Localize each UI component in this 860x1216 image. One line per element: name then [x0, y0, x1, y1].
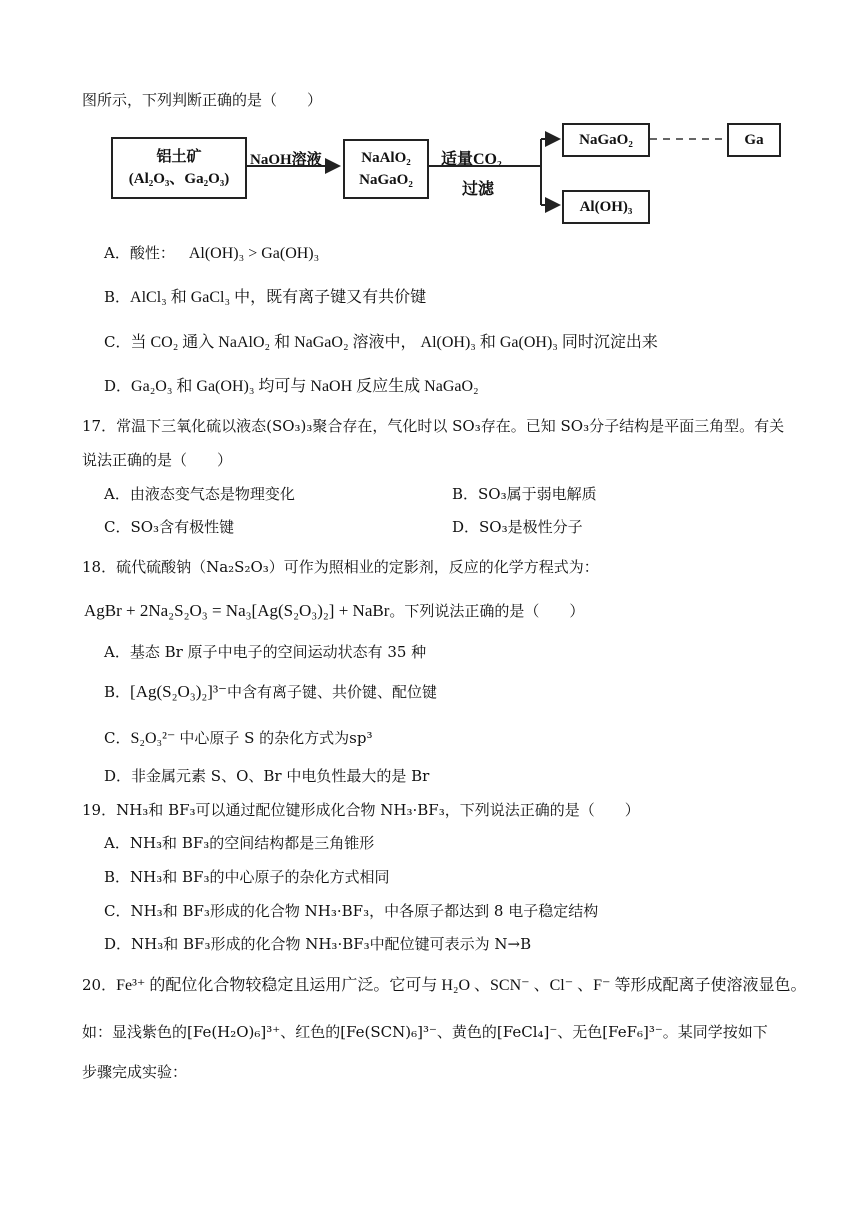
naoh-label: NaOH溶液 — [250, 152, 322, 168]
q19-option-d: D．NH₃和 BF₃形成的化合物 NH₃·BF₃中配位键可表示为 N→B — [104, 935, 532, 953]
nagao2-box: NaGaO₂ — [562, 123, 650, 157]
ga-box: Ga — [727, 123, 781, 157]
q17-option-b: B．SO₃属于弱电解质 — [452, 485, 597, 503]
q19-option-c: C．NH₃和 BF₃形成的化合物 NH₃·BF₃，中各原子都达到 8 电子稳定结构 — [104, 902, 599, 920]
q18-option-b: B．[Ag(S₂O₃)₂]³⁻中含有离子键、共价键、配位键 — [104, 682, 438, 701]
co2-label: 适量CO₂ — [441, 151, 502, 168]
ore-formula: (Al₂O₃、Ga₂O₃) — [128, 171, 230, 187]
q19-option-a: A．NH₃和 BF₃的空间结构都是三角锥形 — [104, 834, 375, 852]
q17-option-d: D．SO₃是极性分子 — [452, 518, 583, 536]
q20-line3: 步骤完成实验： — [82, 1063, 188, 1081]
filter-label: 过滤 — [462, 181, 495, 198]
q18-option-a: A．基态 Br 原子中电子的空间运动状态有 35 种 — [104, 643, 427, 661]
aluminate-line1: NaAlO₂ — [361, 150, 411, 166]
q20-line1: 20．Fe³⁺ 的配位化合物较稳定且运用广泛。它可与 H₂O 、SCN⁻ 、Cl⁻ 、F⁻ 等形成配离子使溶液显色。 — [82, 976, 807, 994]
aloh3-box: Al(OH)₃ — [562, 190, 650, 224]
ore-title: 铝土矿 — [156, 149, 202, 165]
q16-option-b: B．AlCl₃ 和 GaCl₃ 中，既有离子键又有共价键 — [104, 288, 427, 306]
q18-option-c: C．S₂O₃²⁻ 中心原子 S 的杂化方式为sp³ — [104, 729, 373, 747]
q16-option-d: D．Ga₂O₃ 和 Ga(OH)₃ 均可与 NaOH 反应生成 NaGaO₂ — [104, 377, 479, 395]
q18-option-d: D．非金属元素 S、O、Br 中电负性最大的是 Br — [104, 767, 430, 785]
q18-equation: AgBr + 2Na₂S₂O₃ = Na₃[Ag(S₂O₃)₂] + NaBr — [84, 601, 390, 620]
diagram-arrows — [0, 0, 860, 240]
q17-option-c: C．SO₃含有极性键 — [104, 518, 235, 536]
q17-option-a: A．由液态变气态是物理变化 — [104, 485, 295, 503]
q18-stem-tail: 。下列说法正确的是（ ） — [389, 602, 585, 620]
intro-line: 图所示，下列判断正确的是（ ） — [82, 91, 323, 109]
q20-line2: 如：显浅紫色的[Fe(H₂O)₆]³⁺、红色的[Fe(SCN)₆]³⁻、黄色的[FeCl₄]⁻、无色[FeF₆]³⁻。某同学按如下 — [82, 1023, 768, 1041]
q19-stem: 19．NH₃和 BF₃可以通过配位键形成化合物 NH₃·BF₃，下列说法正确的是（ ） — [82, 801, 640, 819]
q17-stem-line2: 说法正确的是（ ） — [82, 451, 233, 469]
q18-equation-line — [84, 600, 584, 622]
aluminate-line2: NaGaO₂ — [359, 172, 413, 188]
q16-option-c: C．当 CO₂ 通入 NaAlO₂ 和 NaGaO₂ 溶液中， Al(OH)₃ 和 Ga(OH)₃ 同时沉淀出来 — [104, 333, 658, 351]
q17-stem-line1: 17．常温下三氧化硫以液态(SO₃)₃聚合存在，气化时以 SO₃存在。已知 SO₃分子结构是平面三角型。有关 — [82, 417, 785, 435]
q19-option-b: B．NH₃和 BF₃的中心原子的杂化方式相同 — [104, 868, 390, 886]
q16-option-a: A．酸性： Al(OH)₃ > Ga(OH)₃ — [104, 244, 320, 262]
q18-stem-line1: 18．硫代硫酸钠（Na₂S₂O₃）可作为照相业的定影剂，反应的化学方程式为： — [82, 558, 599, 576]
